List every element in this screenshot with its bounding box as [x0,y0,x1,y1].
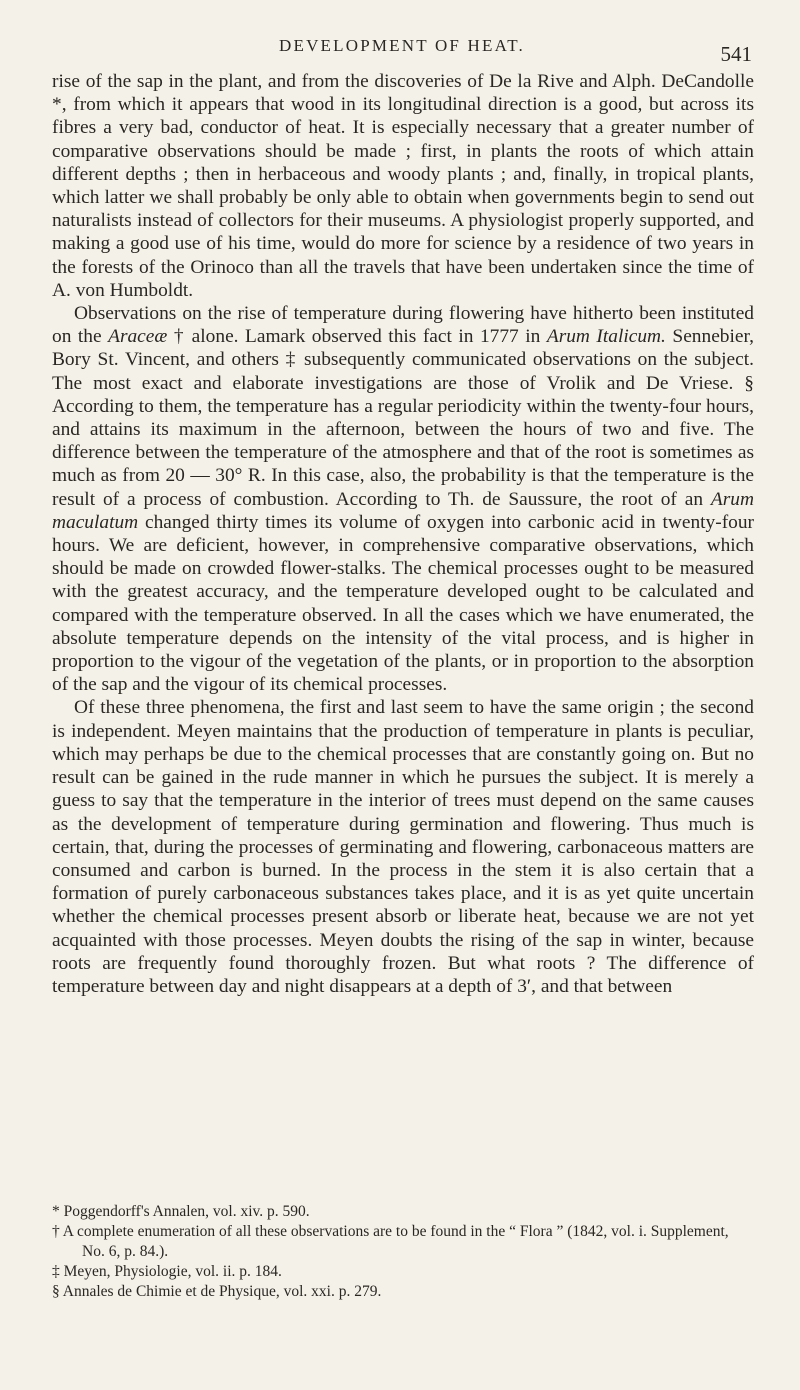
text-segment: Observations on the rise of temperature during flowering have hitherto been instituted on the [52,303,754,348]
italic-term: Arum Italicum. [546,326,666,348]
footnote-2: † A complete enumeration of all these observations are to be found in the “ Flora ” (1842, vol. i. Supplement, No. 6, p. 84.). [52,1223,729,1260]
footnote-4: § Annales de Chimie et de Physique, vol. xxi. p. 279. [52,1283,382,1300]
italic-term: Araceæ [108,326,168,348]
running-head: DEVELOPMENT OF HEAT. [279,36,525,55]
paragraph-3 [52,696,754,998]
text-segment: rise of the sap in the plant, and from the discoveries of De la Rive and Alph. DeCandolle *, from which it appears that wood in its longitudinal direction is a good, but across its fibres a very bad, conductor of heat. It is especially necessary that a greater number of comparative observations should be made ; first, in plants the roots of which attain different depths ; then in herbaceous and woody plants ; and, finally, in tropical plants, which latter we shall probably be only able to obtain when governments begin to send out naturalists instead of collectors for their museums. A physiologist properly supported, and making a good use of his time, would do more for science by a residence of two years in the forests of the Orinoco than all the travels that have been undertaken since the time of A. von Humboldt. [52,71,754,301]
body-text [52,70,754,998]
text-segment: changed thirty times its volume of oxygen into carbonic acid in twenty-four hours. We are deficient, however, in comprehensive comparative observations, which should be made on crowded flower-stalks. The chemical processes ought to be measured with the greatest accuracy, and the temperature developed ought to be calculated and compared with the temperature observed. In all the cases which we have enumerated, the absolute temperature depends on the intensity of the vital process, and is higher in proportion to the vigour of the vegetation of the plants, or in proportion to the absorption of the sap and the vigour of its chemical processes. [52,511,754,696]
italic-term: Arum maculatum [52,488,754,533]
paragraph-2 [52,302,754,696]
page-number: 541 [720,42,752,66]
footnote-1: * Poggendorff's Annalen, vol. xiv. p. 590. [52,1203,310,1220]
text-segment: Of these three phenomena, the first and last seem to have the same origin ; the second is independent. Meyen maintains that the production of temperature in plants is peculiar, which may perhaps be due to the chemical processes that are constantly going on. But no result can be gained in the rude manner in which he pursues the subject. It is merely a guess to say that the temperature in the interior of trees must depend on the same causes as the development of temperature during germination and flowering. Thus much is certain, that, during the processes of germinating and flowering, carbonaceous matters are consumed and carbon is burned. In the process in the stem it is also certain that a formation of purely carbonaceous substances takes place, and it is as yet quite uncertain whether the chemical processes present absorb or liberate heat, because we are not yet acquainted with those processes. Meyen doubts the rising of the sap in winter, because roots are frequently found thoroughly frozen. But what roots ? The difference of temperature between day and night disappears at a depth of 3′, and that between [52,697,754,997]
footnotes [52,1202,754,1302]
footnote-3: ‡ Meyen, Physiologie, vol. ii. p. 184. [52,1263,282,1280]
page-header [52,30,752,66]
paragraph-1 [52,70,754,302]
text-segment: † alone. Lamark observed this fact in 1777 in [167,326,547,348]
text-segment: Sennebier, Bory St. Vincent, and others ‡ subsequently communicated observations on the subject. The most exact and elaborate investigations are those of Vrolik and De Vriese. § According to them, the temperature has a regular periodicity within the twenty-four hours, and attains its maximum in the afternoon, between the hours of two and five. The difference between the temperature of the atmosphere and that of the root is sometimes as much as from 20 — 30° R. In this case, also, the probability is that the temperature is the result of a process of combustion. According to Th. de Saussure, the root of an [52,326,755,510]
